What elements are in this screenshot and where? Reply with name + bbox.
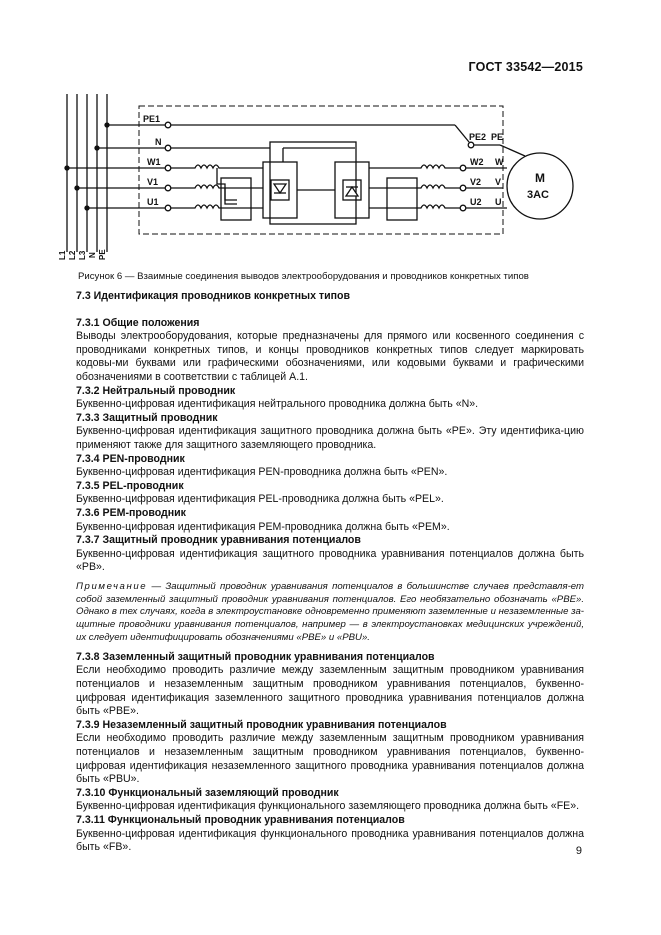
subsection-title: 7.3.9 Незаземленный защитный проводник уравнивания потенциалов (76, 718, 447, 731)
subsection-title: 7.3.4 PEN-проводник (76, 452, 185, 465)
paragraph: Буквенно-цифровая идентификация защитного проводника уравнивания потенциалов должна быть «PB». (76, 547, 584, 574)
terminal-label: N (155, 137, 162, 147)
subsection-title: 7.3.8 Заземленный защитный проводник уравнивания потенциалов (76, 650, 435, 663)
terminal-label: U (495, 197, 502, 207)
subsection-title: 7.3.1 Общие положения (76, 316, 200, 329)
subsection-title: 7.3.11 Функциональный проводник уравнивания потенциалов (76, 813, 405, 826)
motor-label: 3AC (527, 189, 550, 201)
terminal-label: W (495, 157, 504, 167)
wiring-diagram (55, 92, 595, 267)
bus-label: L3 (78, 250, 87, 260)
bus-label: L1 (58, 250, 67, 260)
section-title: 7.3 Идентификация проводников конкретных типов (76, 290, 351, 302)
subsection-title: 7.3.2 Нейтральный проводник (76, 384, 236, 397)
paragraph: Если необходимо проводить различие между заземленным защитным проводником уравнивания потенциалов и незаземленным защитным проводником уравнивания потенциалов, буквенно-цифровая идентификация заземленного защитного проводника уравнивания потенциалов должна быть «PBE». (76, 664, 584, 718)
subsection-title: 7.3.6 PEM-проводник (76, 506, 186, 519)
page-number: 9 (575, 845, 582, 857)
bus-label: L2 (68, 250, 77, 260)
subsection-title: 7.3.3 Защитный проводник (76, 411, 218, 424)
subsection-title: 7.3.10 Функциональный заземляющий проводник (76, 786, 339, 799)
bus-label: PE (98, 249, 107, 260)
terminal-label: PE (491, 132, 504, 142)
document-header: ГОСТ 33542—2015 (468, 60, 583, 74)
paragraph: Буквенно-цифровая идентификация нейтрального проводника должна быть «N». (76, 398, 479, 411)
paragraph: Буквенно-цифровая идентификация PEL-проводника должна быть «PEL». (76, 493, 444, 506)
figure-caption: Рисунок 6 — Взаимные соединения выводов электрооборудования и проводников конкретных типов (78, 271, 529, 282)
section-body (76, 290, 584, 855)
terminal-label: U2 (470, 197, 482, 207)
motor-symbol (507, 153, 573, 219)
terminal-label: W2 (470, 157, 484, 167)
motor-label: M (535, 171, 545, 185)
paragraph: Если необходимо проводить различие между заземленным защитным проводником уравнивания потенциалов и незаземленным защитным проводником уравнивания потенциалов, буквенно-цифровая идентификация незаземленного защитного проводника уравнивания потенциалов должна быть «PBU». (76, 732, 584, 786)
terminal-label: W1 (147, 157, 161, 167)
paragraph: Буквенно-цифровая идентификация PEN-проводника должна быть «PEN». (76, 466, 448, 479)
terminal-label: PE2 (469, 132, 487, 142)
note-label: Примечание (76, 580, 148, 592)
terminal-label: U1 (147, 197, 159, 207)
terminal-label: V2 (470, 177, 482, 187)
wiring-diagram-svg (55, 92, 595, 267)
terminal-label: PE1 (143, 114, 161, 124)
paragraph: Буквенно-цифровая идентификация PEM-проводника должна быть «PEM». (76, 520, 450, 533)
terminal-label: V (495, 177, 502, 187)
bus-label: N (88, 252, 97, 258)
paragraph: Буквенно-цифровая идентификация функционального заземляющего проводника должна быть «FE». (76, 800, 580, 813)
note (76, 581, 584, 645)
paragraph: Буквенно-цифровая идентификация защитного проводника должна быть «PE». Эту идентифика-цию применяют также для защитного заземляющего проводника. (76, 425, 584, 451)
paragraph: Буквенно-цифровая идентификация функционального проводника уравнивания потенциалов должна быть «FB». (76, 827, 584, 854)
note-text: — Защитный проводник уравнивания потенциалов в большинстве случаев представля-ет собой заземленный защитный проводник уравнивания потенциалов. Его необязательно обозначать «PBE». Однако в тех случаях, когда в электроустановке одновременно применяют заземленные и незаземленные за-щитные проводники уравнивания потенциалов, например — в электроустановках медицинских учреждений, их следует идентифицировать обозначениями «PBE» и «PBU». (76, 580, 584, 644)
paragraph: Выводы электрооборудования, которые предназначены для прямого или косвенного соединения с проводниками конкретных типов, и концы проводников конкретных типов следует маркировать кодовы-ми буквами или графическими обозначениями, или кодовыми буквами и графическими обозначениями в соответствии с таблицей А.1. (76, 330, 584, 383)
subsection-title: 7.3.7 Защитный проводник уравнивания потенциалов (76, 534, 361, 547)
subsection-title: 7.3.5 PEL-проводник (76, 479, 184, 492)
terminal-label: V1 (147, 177, 159, 187)
